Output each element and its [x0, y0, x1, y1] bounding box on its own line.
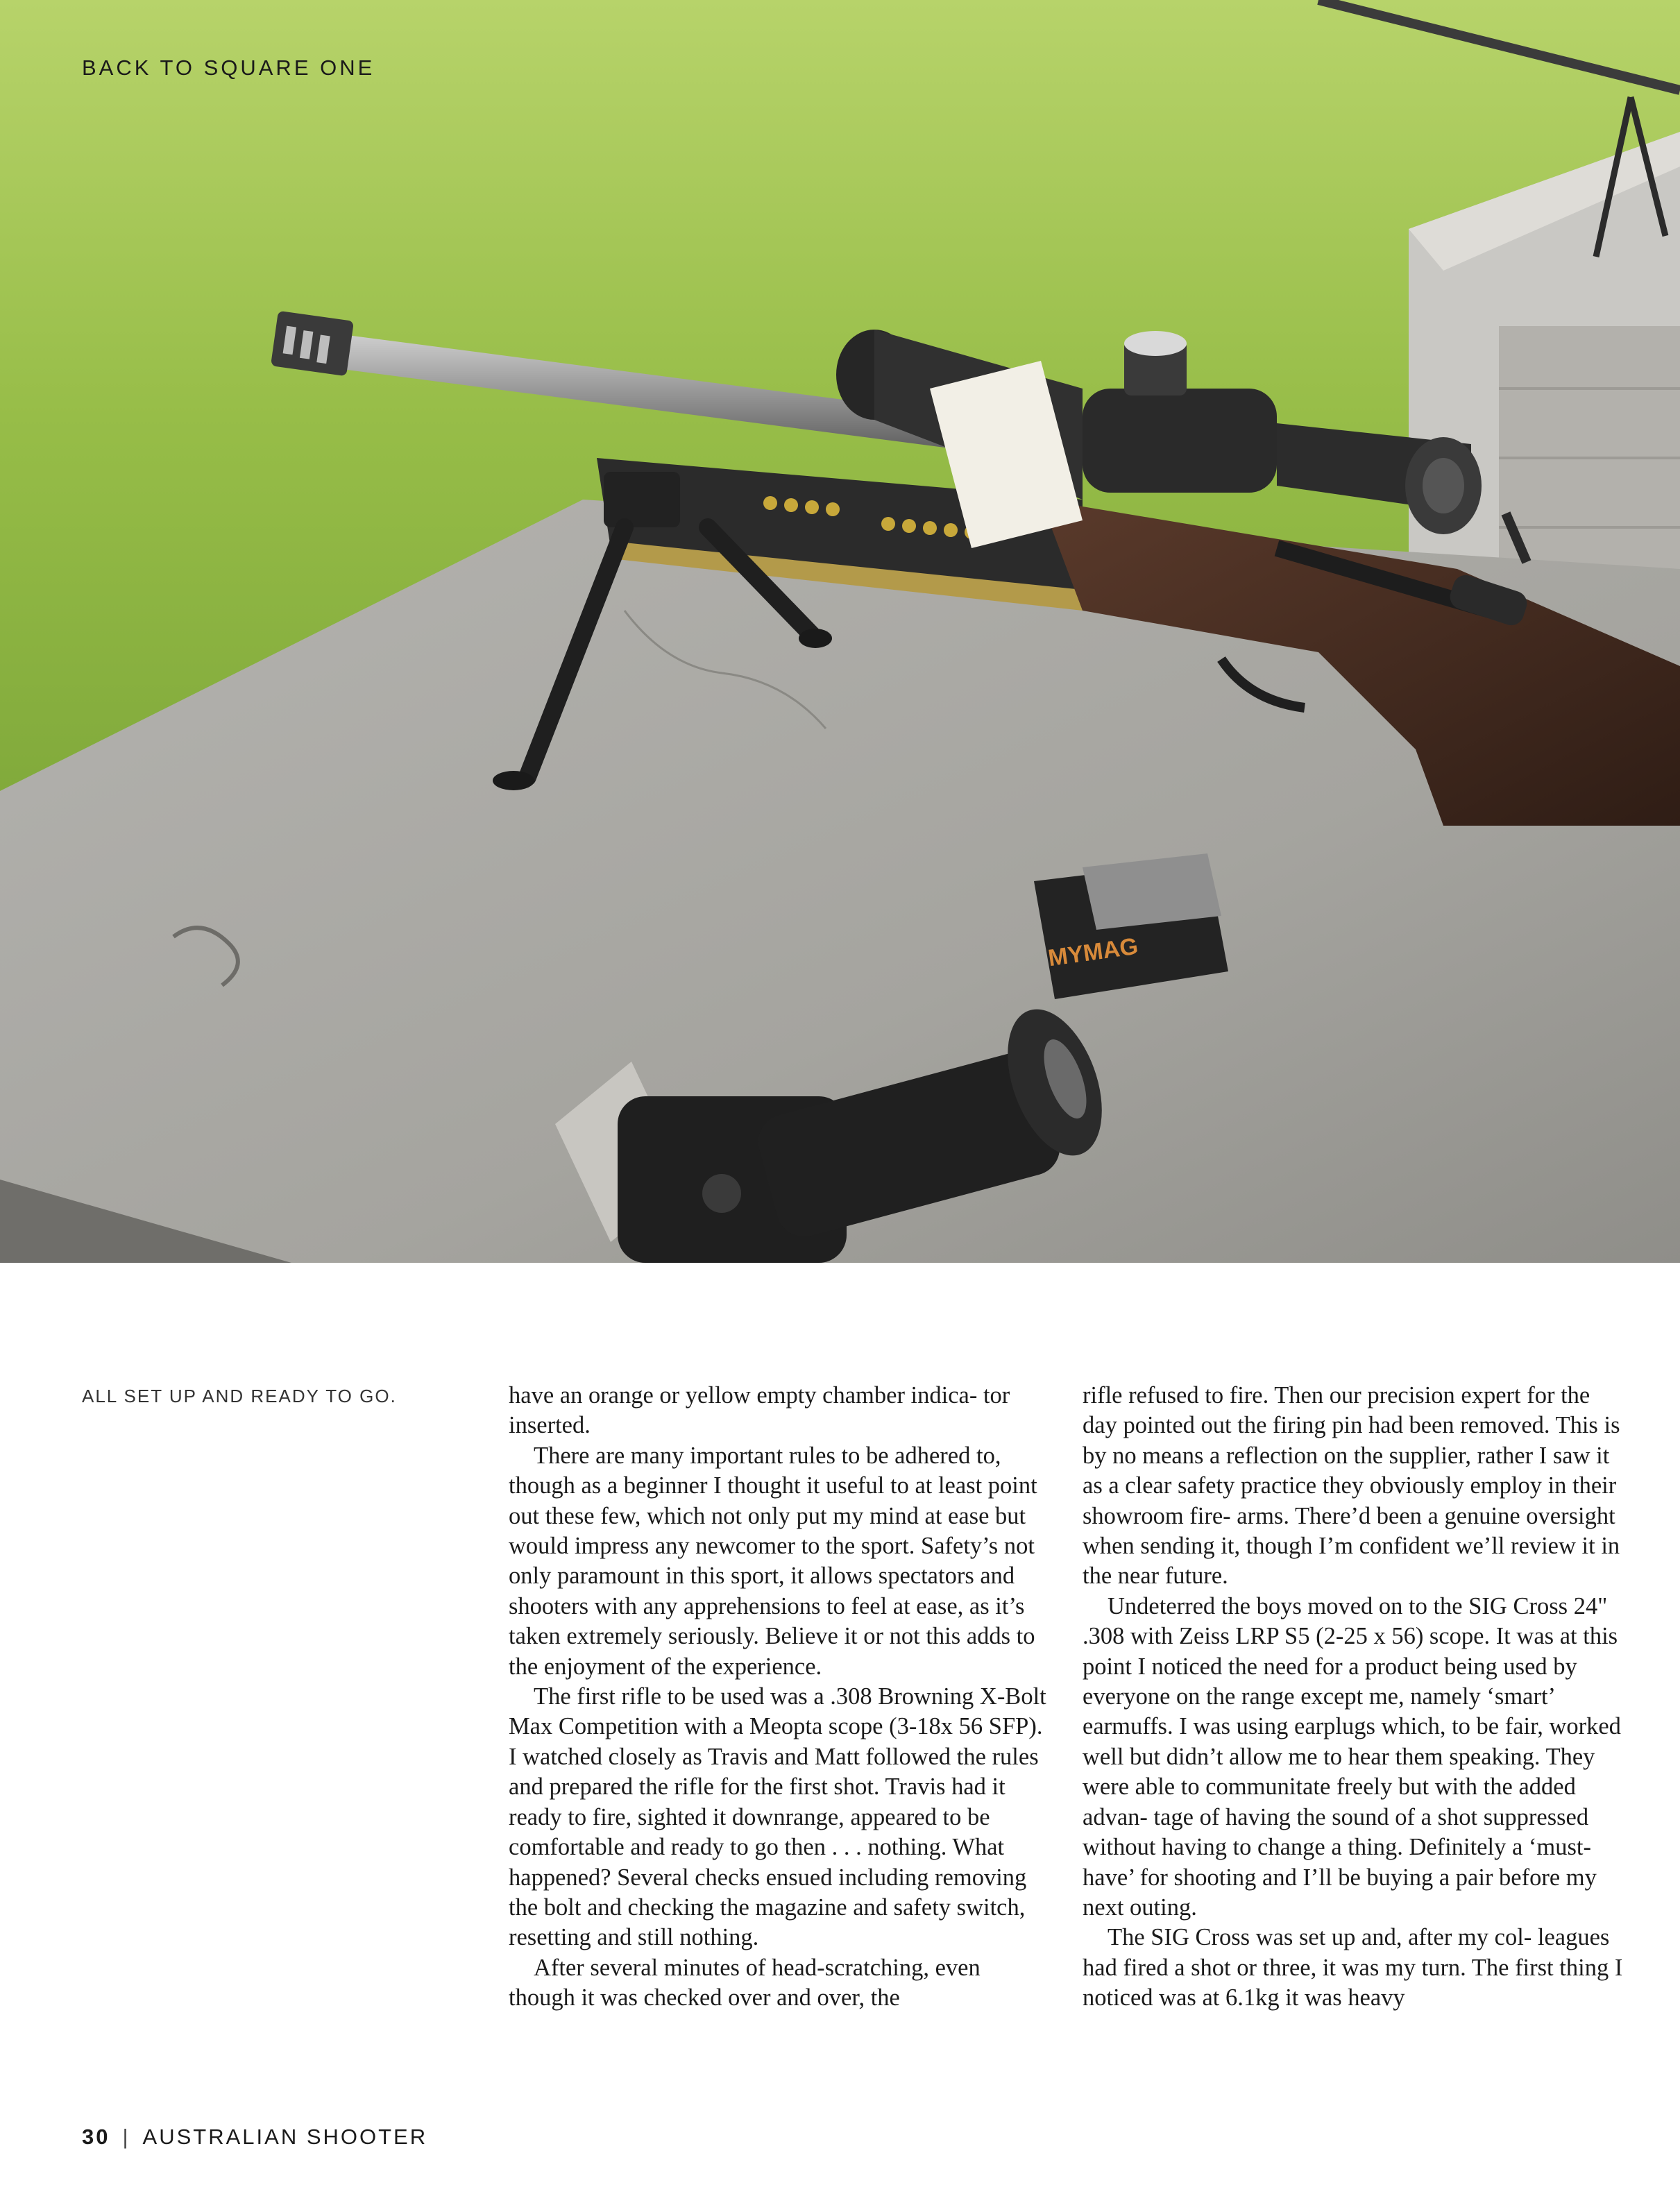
photo-caption: ALL SET UP AND READY TO GO. [82, 1386, 397, 1406]
paragraph: Undeterred the boys moved on to the SIG Cross 24" .308 with Zeiss LRP S5 (2-25 x 56) scope. It was at this point I noticed the need for a product being used by everyone on the range except me, namely ‘smart’ earmuffs. I was using earplugs which, to be fair, worked well but didn’t allow me to hear them speaking. They were able to communitate freely but with the added advan- tage of having the sound of a shot suppressed without having to change a thing. Definitely a ‘must-have’ for shooting and I’ll be buying a pair before my next outing. [1083, 1592, 1621, 1921]
paragraph: The SIG Cross was set up and, after my col- leagues had fired a shot or three, it was my turn. The first thing I noticed was at 6.1kg it was heavy [1083, 1924, 1623, 2011]
paragraph: After several minutes of head-scratching, even though it was checked over and over, the [509, 1954, 981, 2011]
publication-name: AUSTRALIAN SHOOTER [142, 2125, 428, 2149]
page-number: 30 [82, 2125, 110, 2149]
paragraph: have an orange or yellow empty chamber indica- tor inserted. [509, 1382, 1010, 1439]
svg-text:MYMAG: MYMAG [1046, 933, 1140, 972]
body-column-1 [509, 1381, 1050, 2014]
section-label: BACK TO SQUARE ONE [82, 56, 375, 80]
page-footer [82, 2125, 427, 2150]
paragraph: rifle refused to fire. Then our precision expert for the day pointed out the firing pin had been removed. This is by no means a reflection on the supplier, rather I saw it as a clear safety practice they obviously employ in their showroom fire- arms. There’d been a genuine oversight when sending it, though I’m confident we’ll review it in the near future. [1083, 1382, 1620, 1590]
footer-separator: | [122, 2125, 130, 2149]
paragraph: There are many important rules to be adhered to, though as a beginner I thought it useful to at least point out these few, which not only put my mind at ease but would impress any newcomer to the sport. Safety’s not only paramount in this sport, it allows spectators and shooters with any apprehensions to feel at ease, as it’s taken extremely seriously. Believe it or not this adds to the enjoyment of the experience. [509, 1442, 1037, 1680]
body-column-2 [1083, 1381, 1624, 2014]
paragraph: The first rifle to be used was a .308 Browning X-Bolt Max Competition with a Meopta scope (3-18x 56 SFP). I watched closely as Travis and Matt followed the rules and prepared the rifle for the first shot. Travis had it ready to fire, sighted it downrange, appeared to be comfortable and ready to go then . . . nothing. What happened? Several checks ensued including removing the bolt and checking the magazine and safety switch, resetting and still nothing. [509, 1683, 1046, 1951]
